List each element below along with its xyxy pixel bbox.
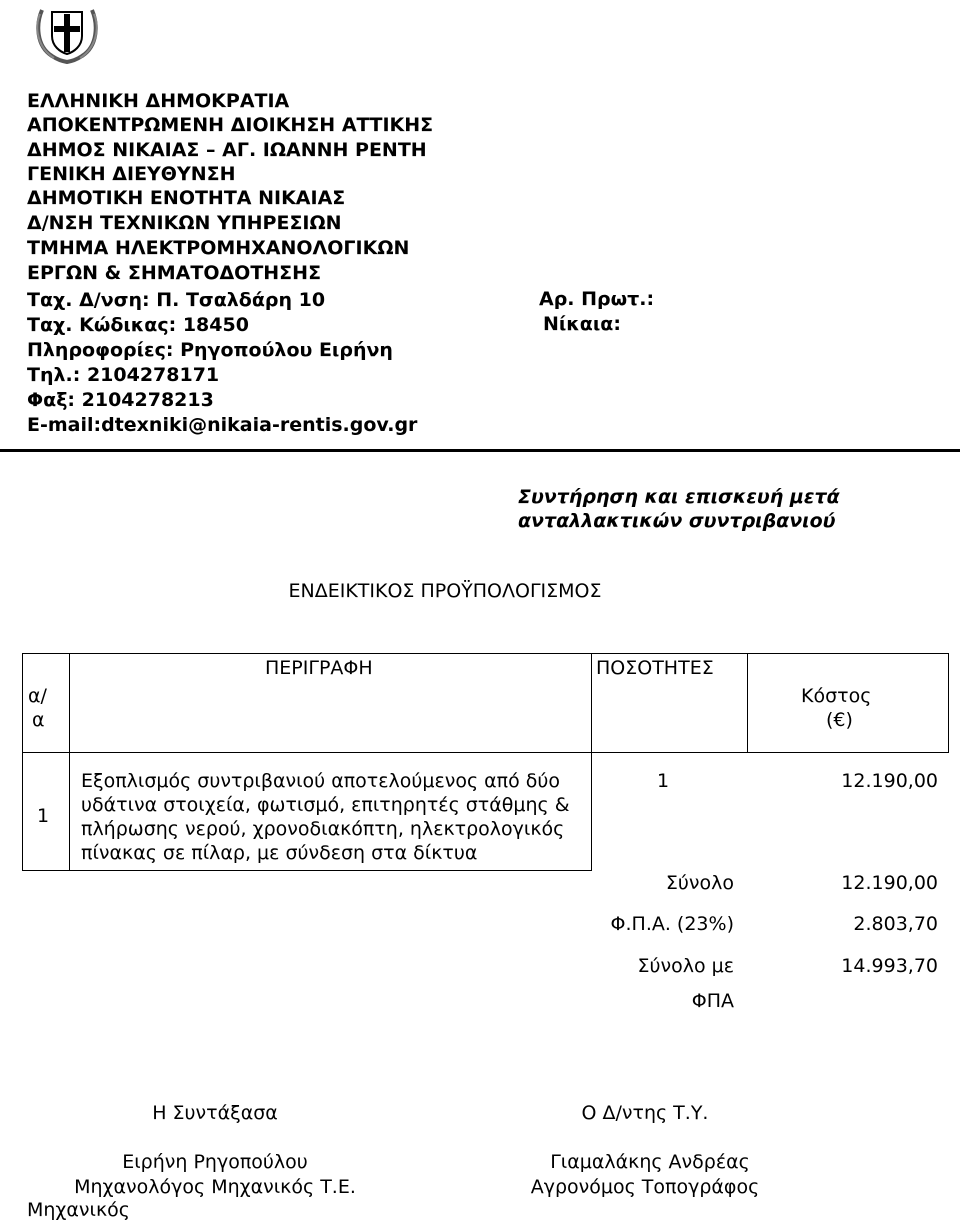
- header-contact-person: Πληροφορίες: Ρηγοπούλου Ειρήνη: [27, 339, 393, 361]
- row-quantity: 1: [657, 770, 670, 792]
- header-email: E-mail:dtexniki@nikaia-rentis.gov.gr: [27, 414, 418, 436]
- project-title-line: Συντήρηση και επισκευή μετά: [518, 486, 840, 508]
- header-line: ΔΗΜΟΣ ΝΙΚΑΙΑΣ – ΑΓ. ΙΩΑΝΝΗ ΡΕΝΤΗ: [27, 139, 427, 161]
- project-title-line: ανταλλακτικών συντριβανιού: [518, 510, 836, 532]
- vat-label: Φ.Π.Α. (23%): [610, 913, 734, 935]
- header-line: ΓΕΝΙΚΗ ΔΙΕΥΘΥΝΣΗ: [27, 163, 236, 185]
- greek-coat-of-arms-icon: [34, 2, 100, 64]
- header-line: ΔΗΜΟΤΙΚΗ ΕΝΟΤΗΤΑ ΝΙΚΑΙΑΣ: [27, 187, 346, 209]
- header-line: ΕΛΛΗΝΙΚΗ ΔΗΜΟΚΡΑΤΙΑ: [27, 90, 290, 112]
- row-description-line: Εξοπλισμός συντριβανιού αποτελούμενος από δύο: [81, 770, 561, 792]
- header-address: Ταχ. Δ/νση: Π. Τσαλδάρη 10: [27, 289, 326, 311]
- author-name: Ειρήνη Ρηγοπούλου: [122, 1151, 308, 1173]
- subtotal-value: 12.190,00: [841, 872, 938, 894]
- col-aa-label: α: [32, 709, 45, 731]
- row-cost: 12.190,00: [841, 770, 938, 792]
- protocol-number-label: Αρ. Πρωτ.:: [539, 288, 655, 310]
- header-line: Δ/ΝΣΗ ΤΕΧΝΙΚΩΝ ΥΠΗΡΕΣΙΩΝ: [27, 212, 342, 234]
- col-quantity-label: ΠΟΣΟΤΗΤΕΣ: [596, 657, 714, 679]
- col-description-label: ΠΕΡΙΓΡΑΦΗ: [265, 657, 373, 679]
- col-cost-label: (€): [826, 709, 853, 731]
- place-date-label: Νίκαια:: [543, 313, 621, 335]
- author-role: Η Συντάξασα: [152, 1102, 278, 1124]
- header-line: ΕΡΓΩΝ & ΣΗΜΑΤΟΔΟΤΗΣΗΣ: [27, 262, 322, 284]
- subtotal-label: Σύνολο: [665, 872, 734, 894]
- director-title: Αγρονόμος Τοπογράφος: [530, 1176, 760, 1198]
- header-line: ΑΠΟΚΕΝΤΡΩΜΕΝΗ ΔΙΟΙΚΗΣΗ ΑΤΤΙΚΗΣ: [27, 114, 434, 136]
- director-name: Γιαμαλάκης Ανδρέας: [550, 1151, 750, 1173]
- author-title-cont: Μηχανικός: [27, 1199, 130, 1221]
- row-description-line: πίνακας σε πίλαρ, με σύνδεση στα δίκτυα: [81, 842, 478, 864]
- row-description-line: υδάτινα στοιχεία, φωτισμό, επιτηρητές στάθμης &: [81, 794, 570, 816]
- grand-total-label: Σύνολο με: [637, 955, 734, 977]
- col-aa-label: α/: [28, 685, 47, 707]
- budget-title: ΕΝΔΕΙΚΤΙΚΟΣ ΠΡΟΫΠΟΛΟΓΙΣΜΟΣ: [288, 580, 602, 602]
- vat-value: 2.803,70: [853, 913, 938, 935]
- header-line: ΤΜΗΜΑ ΗΛΕΚΤΡΟΜΗΧΑΝΟΛΟΓΙΚΩΝ: [27, 237, 410, 259]
- row-description-line: πλήρωσης νερού, χρονοδιακόπτη, ηλεκτρολογικός: [81, 818, 565, 840]
- author-title: Μηχανολόγος Μηχανικός Τ.Ε.: [74, 1176, 356, 1198]
- header-phone: Τηλ.: 2104278171: [27, 364, 220, 386]
- header-fax: Φαξ: 2104278213: [27, 389, 214, 411]
- grand-total-label: ΦΠΑ: [691, 990, 734, 1012]
- header-postal-code: Ταχ. Κώδικας: 18450: [27, 314, 249, 336]
- header-divider: [0, 449, 960, 452]
- row-aa: 1: [37, 805, 50, 827]
- col-cost-label: Κόστος: [801, 685, 872, 707]
- grand-total-value: 14.993,70: [841, 955, 938, 977]
- director-role: Ο Δ/ντης Τ.Υ.: [581, 1102, 709, 1124]
